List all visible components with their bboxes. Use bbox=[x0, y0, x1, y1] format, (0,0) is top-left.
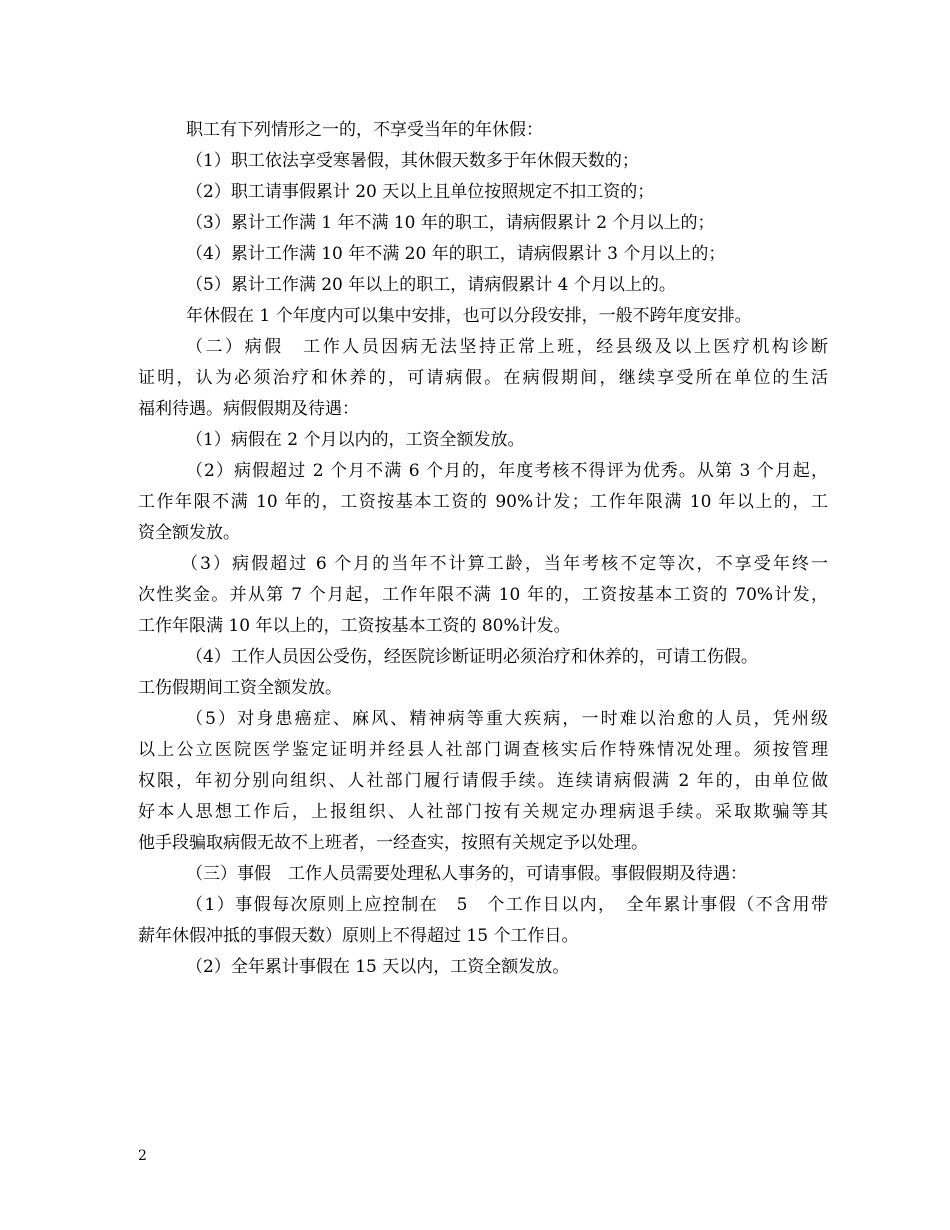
paragraph-line: （5）累计工作满 20 年以上的职工，请病假累计 4 个月以上的。 bbox=[186, 275, 676, 295]
paragraph-line: 权限，年初分别向组织、人社部门履行请假手续。连续请病假满 2 年的，由单位做 bbox=[138, 771, 828, 791]
paragraph-line: （2）全年累计事假在 15 天以内，工资全额发放。 bbox=[186, 957, 570, 977]
paragraph-line: 年休假在 1 个年度内可以集中安排，也可以分段安排，一般不跨年度安排。 bbox=[186, 306, 752, 326]
paragraph-line: （二）病假 工作人员因病无法坚持正常上班，经县级及以上医疗机构诊断 bbox=[186, 337, 828, 357]
paragraph-line: （4）累计工作满 10 年不满 20 年的职工，请病假累计 3 个月以上的； bbox=[186, 244, 726, 264]
paragraph-line: 以上公立医院医学鉴定证明并经县人社部门调查核实后作特殊情况处理。须按管理 bbox=[138, 740, 828, 760]
paragraph-line: 福利待遇。病假假期及待遇： bbox=[138, 399, 359, 419]
paragraph-line: （2）职工请事假累计 20 天以上且单位按照规定不扣工资的； bbox=[186, 182, 655, 202]
paragraph-line: 次性奖金。并从第 7 个月起，工作年限不满 10 年的，工资按基本工资的 70%计发， bbox=[138, 585, 828, 605]
paragraph-line: （1）事假每次原则上应控制在 5 个工作日以内， 全年累计事假（不含用带 bbox=[186, 895, 828, 915]
paragraph-line: （2）病假超过 2 个月不满 6 个月的，年度考核不得评为优秀。从第 3 个月起， bbox=[186, 461, 828, 481]
paragraph-line: 证明，认为必须治疗和休养的，可请病假。在病假期间，继续享受所在单位的生活 bbox=[138, 368, 828, 388]
paragraph-line: 职工有下列情形之一的，不享受当年的年休假： bbox=[186, 120, 543, 140]
paragraph-line: （5）对身患癌症、麻风、精神病等重大疾病，一时难以治愈的人员，凭州级 bbox=[186, 709, 828, 729]
paragraph-line: 工作年限满 10 年以上的，工资按基本工资的 80%计发。 bbox=[138, 616, 571, 636]
paragraph-line: （三）事假 工作人员需要处理私人事务的，可请事假。事假假期及待遇： bbox=[186, 864, 747, 884]
paragraph-line: （3）病假超过 6 个月的当年不计算工龄，当年考核不定等次，不享受年终一 bbox=[181, 554, 828, 574]
paragraph-line: 好本人思想工作后，上报组织、人社部门按有关规定办理病退手续。采取欺骗等其 bbox=[138, 802, 828, 822]
paragraph-line: 薪年休假冲抵的事假天数）原则上不得超过 15 个工作日。 bbox=[138, 926, 579, 946]
paragraph-line: 他手段骗取病假无故不上班者，一经查实，按照有关规定予以处理。 bbox=[138, 833, 648, 853]
paragraph-line: 资全额发放。 bbox=[138, 523, 240, 543]
paragraph-line: 工伤假期间工资全额发放。 bbox=[138, 678, 342, 698]
paragraph-line: （1）病假在 2 个月以内的，工资全额发放。 bbox=[186, 430, 525, 450]
paragraph-line: （3）累计工作满 1 年不满 10 年的职工，请病假累计 2 个月以上的； bbox=[186, 213, 715, 233]
paragraph-line: （4）工作人员因公受伤，经医院诊断证明必须治疗和休养的，可请工伤假。 bbox=[186, 647, 758, 667]
page-number: 2 bbox=[138, 1148, 147, 1164]
paragraph-line: （1）职工依法享受寒暑假，其休假天数多于年休假天数的； bbox=[186, 151, 639, 171]
paragraph-line: 工作年限不满 10 年的，工资按基本工资的 90%计发；工作年限满 10 年以上的，工 bbox=[138, 492, 828, 512]
document-body bbox=[138, 115, 828, 983]
